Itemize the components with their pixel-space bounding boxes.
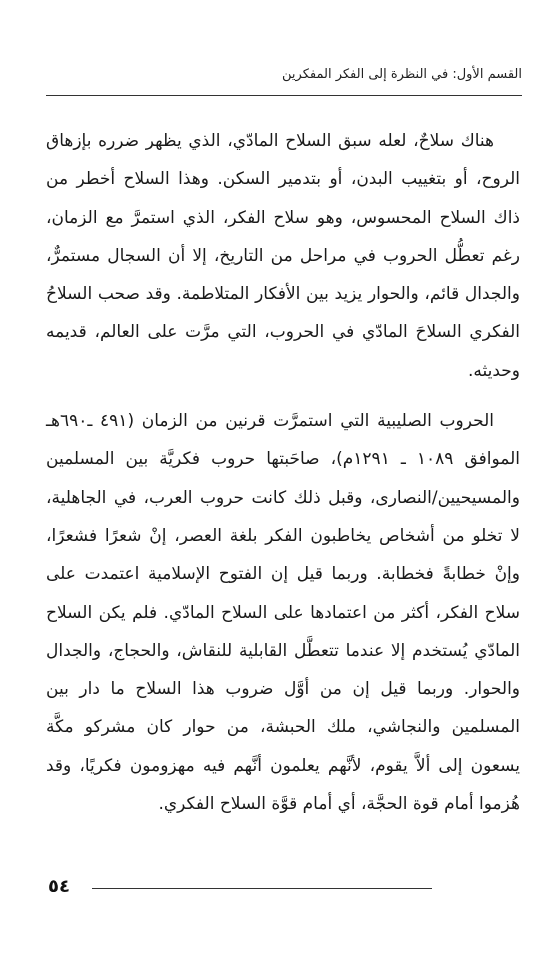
running-header (46, 66, 522, 84)
header-divider (46, 95, 522, 96)
running-header-title: القسم الأول: في النظرة إلى الفكر المفكرين (282, 67, 522, 82)
footer-divider (92, 888, 432, 889)
paragraph-1: هناك سلاحٌ، لعله سبق السلاح المادّي، الذي يظهر ضرره بإزهاق الروح، أو بتغييب البدن، أو بتدمير السكن. وهذا السلاح أخطر من ذاك السلاح المحسوس، وهو سلاح الفكر، الذي استمرَّ مع الزمان، رغم تعطُّل الحروب في مراحل من التاريخ، إلا أن السجال مستمرٌّ، والجدال قائم، والحوار يزيد بين الأفكار المتلاطمة. وقد صحب السلاحُ الفكري السلاحَ المادّي في الحروب، التي مرَّت على العالم، قديمه وحديثه. (46, 131, 520, 381)
page-number: ٥٤ (48, 876, 70, 897)
paragraph-2: الحروب الصليبية التي استمرَّت قرنين من الزمان (٤٩١ ـ٦٩٠هـ الموافق ١٠٨٩ ـ ١٢٩١م)، صاحَبتها حروب فكريَّة بين المسلمين والمسيحيين/النصارى، وقبل ذلك كانت حروب العرب، في الجاهلية، لا تخلو من أشخاص يخاطبون الفكر بلغة العصر، إنْ شعرًا فشعرًا، وإنْ خطابةً فخطابة. وربما قيل إن الفتوح الإسلامية اعتمدت على سلاح الفكر، أكثر من اعتمادها على السلاح المادّي. فلم يكن السلاح المادّي يُستخدم إلا عندما تتعطَّل القابلية للنقاش، والحجاج، والجدال والحوار. وربما قيل إن من أوَّل ضروب هذا السلاح ما دار بين المسلمين والنجاشي، ملك الحبشة، من حوار كان مشركو مكَّة يسعون إلى ألاَّ يقوم، لأنَّهم يعلمون أنَّهم فيه مهزومون فكريًا، وقد هُزموا أمام قوة الحجَّة، أي أمام قوَّة السلاح الفكري. (46, 411, 520, 815)
page-body (46, 122, 520, 823)
